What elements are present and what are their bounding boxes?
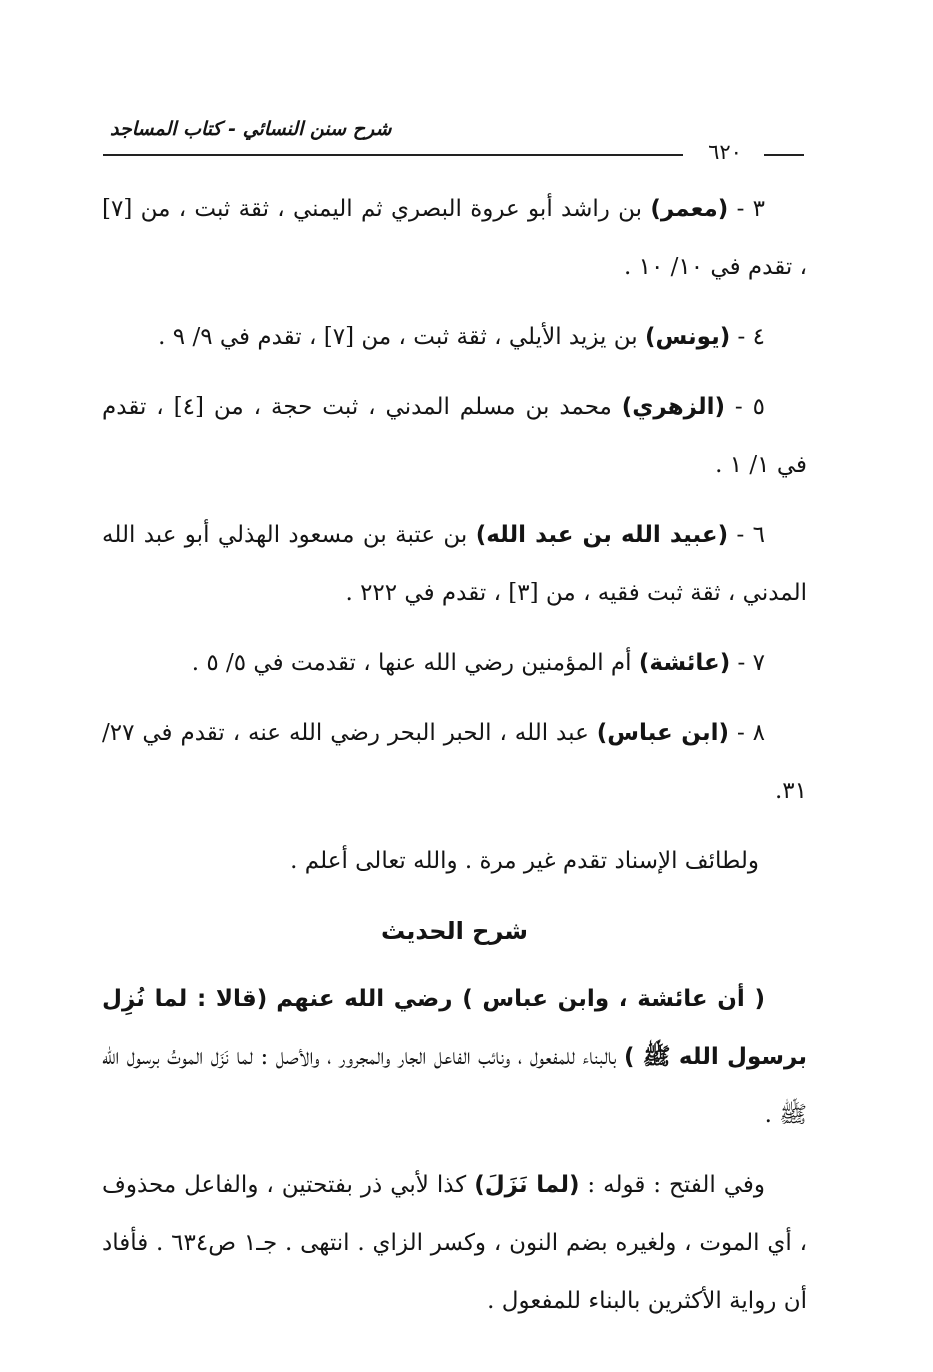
narrator-name: (عبيد الله بن عبد الله) bbox=[475, 522, 729, 548]
entry-number: ٦ bbox=[752, 522, 765, 548]
entry-number: ٨ bbox=[752, 720, 765, 746]
section-heading: شرح الحديث bbox=[381, 917, 528, 945]
page-body bbox=[102, 180, 807, 1342]
narrator-details: بن راشد أبو عروة البصري ثم اليمني ، ثقة ثبت ، من [٧] ، تقدم في ١٠/ ١٠ . bbox=[102, 196, 807, 280]
entry-number: ٤ bbox=[752, 324, 765, 350]
narrator-name: (الزهري) bbox=[621, 394, 725, 420]
narrator-details: عبد الله ، الحبر البحر رضي الله عنه ، تقدم في ٢٧/ ٣١. bbox=[102, 720, 807, 804]
hadith-quote-open: ( أن عائشة ، وابن عباس ) رضي الله عنهم bbox=[276, 986, 765, 1012]
hadith-quote: (لما نَزَلَ) bbox=[474, 1172, 580, 1198]
narrator-details: أم المؤمنين رضي الله عنها ، تقدمت في ٥/ ٥ . bbox=[191, 650, 632, 676]
narrator-details: محمد بن مسلم المدني ، ثبت حجة ، من [٤] ، تقدم في ١/ ١ . bbox=[102, 394, 807, 478]
narrator-details: بن عتبة بن مسعود الهذلي أبو عبد الله المدني ، ثقة ثبت فقيه ، من [٣] ، تقدم في ٢٢٢ . bbox=[102, 522, 807, 606]
entry-number: ٥ bbox=[752, 394, 765, 420]
narrator-name: (معمر) bbox=[650, 196, 729, 222]
narrator-name: (يونس) bbox=[645, 324, 731, 350]
page-number: ٦٢٠ bbox=[708, 140, 742, 164]
commentary-paragraph-2 bbox=[102, 1156, 807, 1330]
header-rule-short bbox=[764, 154, 804, 156]
narrator-name: (عائشة) bbox=[638, 650, 731, 676]
hadith-quote: (قالا : لما نُزِل برسول الله ﷺ ) bbox=[102, 986, 807, 1070]
commentary-paragraph-1 bbox=[102, 970, 807, 1144]
narrator-entry-6: ٦ - (عبيد الله بن عبد الله) بن عتبة بن مسعود الهذلي أبو عبد الله المدني ، ثقة ثبت فقيه ، من [٣] ، تقدم في ٢٢٢ . bbox=[102, 522, 807, 606]
header-rule bbox=[103, 154, 683, 156]
commentary-text-start: وفي الفتح : قوله : bbox=[587, 1172, 766, 1198]
narrator-entry-3: ٣ - (معمر) بن راشد أبو عروة البصري ثم اليمني ، ثقة ثبت ، من [٧] ، تقدم في ١٠/ ١٠ . bbox=[102, 196, 807, 280]
closing-line: ولطائف الإسناد تقدم غير مرة . والله تعالى أعلم . bbox=[290, 848, 759, 874]
entry-number: ٧ bbox=[752, 650, 765, 676]
narrator-entry-4: ٤ - (يونس) بن يزيد الأيلي ، ثقة ثبت ، من [٧] ، تقدم في ٩/ ٩ . bbox=[158, 324, 765, 350]
narrator-details: بن يزيد الأيلي ، ثقة ثبت ، من [٧] ، تقدم في ٩/ ٩ . bbox=[158, 324, 638, 350]
narrator-entry-8: ٨ - (ابن عباس) عبد الله ، الحبر البحر رضي الله عنه ، تقدم في ٢٧/ ٣١. bbox=[102, 720, 807, 804]
narrator-entry-7: ٧ - (عائشة) أم المؤمنين رضي الله عنها ، تقدمت في ٥/ ٥ . bbox=[191, 650, 765, 676]
running-header-title: شرح سنن النسائي - كتاب المساجد bbox=[110, 118, 392, 140]
commentary-text: كذا لأبي ذر بفتحتين ، والفاعل محذوف ، أي الموت ، ولغيره بضم النون ، وكسر الزاي . انتهى . جـ١ ص٦٣٤ . فأفاد أن رواية الأكثرين بالبناء للمفعول . bbox=[102, 1172, 807, 1314]
commentary-text: بالبناء للمفعول ، ونائب الفاعل الجار والمجرور ، والأصل : لما نَزَل الموتُ برسول الله ﷺ . bbox=[102, 1044, 807, 1128]
entry-number: ٣ bbox=[752, 196, 765, 222]
narrator-entry-5: ٥ - (الزهري) محمد بن مسلم المدني ، ثبت حجة ، من [٤] ، تقدم في ١/ ١ . bbox=[102, 394, 807, 478]
narrator-name: (ابن عباس) bbox=[596, 720, 730, 746]
